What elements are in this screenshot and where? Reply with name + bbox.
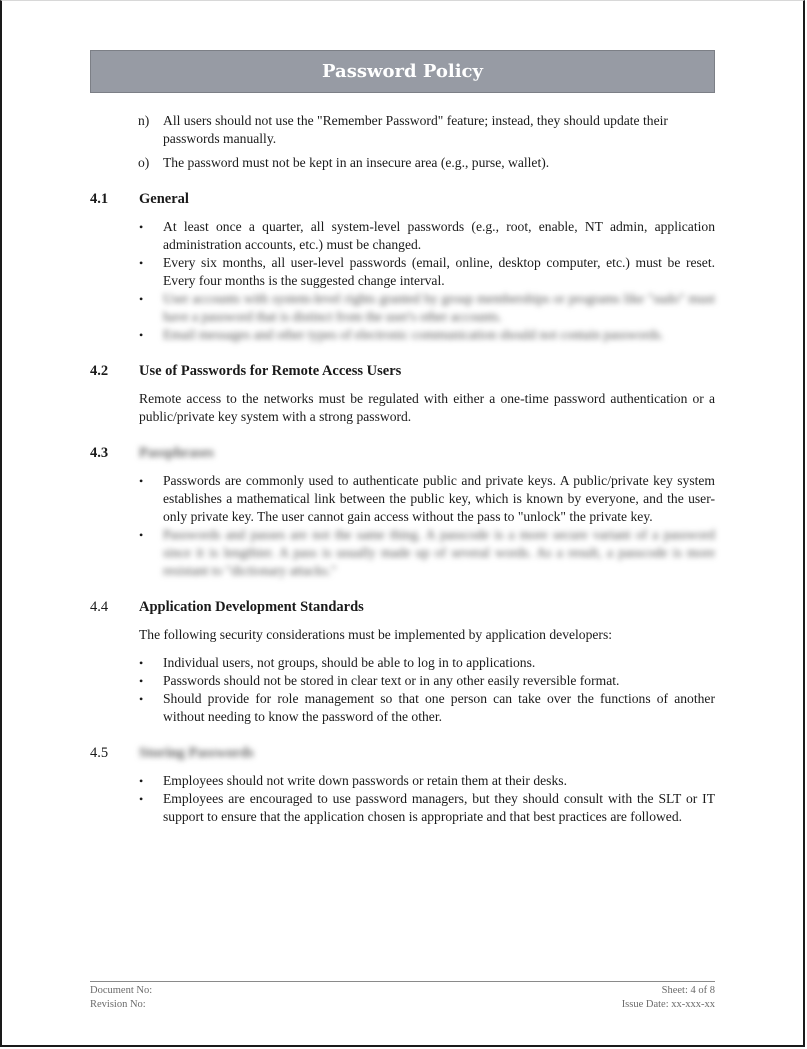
list-item (139, 254, 715, 290)
list-item (139, 290, 715, 326)
title-banner (90, 50, 715, 93)
section-number: 4.4 (90, 599, 109, 615)
list-item (138, 154, 715, 172)
section-number: 4.2 (90, 363, 109, 379)
section-title: General (139, 191, 189, 207)
sheet-indicator: Sheet: 4 of 8 (661, 985, 715, 996)
section-number: 4.1 (90, 191, 109, 207)
list-item-text: All users should not use the "Remember Password" feature; instead, they should update their passwords manually. (163, 113, 668, 146)
document-body (90, 112, 715, 826)
section-title: Application Development Standards (139, 599, 364, 615)
page-footer (90, 981, 715, 1012)
redacted-list-item-text: User accounts with system-level rights granted by group memberships or programs like "sudo" must have a password that is distinct from the user's other accounts. (163, 291, 715, 324)
section-title: Use of Passwords for Remote Access Users (139, 363, 402, 379)
redacted-list-item-text: Email messages and other types of electronic communication should not contain passwords. (163, 327, 664, 342)
document-number-label: Document No: (90, 985, 153, 996)
section-paragraph: Remote access to the networks must be regulated with either a one-time password authentication or a public/private key system with a strong password. (139, 391, 715, 424)
list-item-text: At least once a quarter, all system-level passwords (e.g., root, enable, NT admin, application administration accounts, etc.) must be changed. (163, 219, 715, 252)
redacted-list-item-text: Passwords and passes are not the same thing. A passcode is a more secure variant of a password since it is lengthier. A pass is usually made up of several words. As a result, a passcode is more resistant to "dictionary attacks." (163, 527, 715, 578)
list-item (139, 790, 715, 826)
page-title: Password Policy (322, 61, 483, 82)
bullet-icon: • (139, 292, 144, 306)
list-item-text: Passwords should not be stored in clear text or in any other easily reversible format. (163, 673, 620, 688)
bullet-list (139, 472, 715, 580)
bullet-icon: • (139, 656, 144, 670)
list-item (138, 112, 715, 148)
bullet-list (139, 654, 715, 726)
list-item-text: Individual users, not groups, should be able to log in to applications. (163, 655, 536, 670)
list-item (139, 472, 715, 526)
bullet-icon: • (139, 674, 144, 688)
section-paragraph: The following security considerations must be implemented by application developers: (139, 627, 613, 642)
bullet-icon: • (139, 528, 144, 542)
list-item-text: Passwords are commonly used to authenticate public and private keys. A public/private key system establishes a mathematical link between the public key, which is known by everyone, and the user-only private key. The user cannot gain access without the pass to "unlock" the private key. (163, 473, 715, 524)
list-item-text: Employees are encouraged to use password managers, but they should consult with the SLT or IT support to ensure that the application chosen is appropriate and that best practices are followed. (163, 791, 715, 824)
list-item (139, 654, 715, 672)
section-heading-4-3 (90, 444, 715, 462)
list-item (139, 672, 715, 690)
footer-right (622, 984, 715, 1012)
bullet-icon: • (139, 774, 144, 788)
bullet-icon: • (139, 256, 144, 270)
list-item-text: Every six months, all user-level passwords (email, online, desktop computer, etc.) must be reset. Every four months is the suggested change interval. (163, 255, 715, 288)
section-heading-4-4 (90, 598, 715, 616)
list-item (139, 218, 715, 254)
list-item-text: Employees should not write down passwords or retain them at their desks. (163, 773, 567, 788)
bullet-icon: • (139, 692, 144, 706)
list-item-text: The password must not be kept in an insecure area (e.g., purse, wallet). (163, 155, 550, 170)
list-item (139, 526, 715, 580)
section-number: 4.5 (90, 745, 109, 761)
list-item (139, 690, 715, 726)
bullet-list (139, 218, 715, 344)
redacted-section-title: Passphrases (139, 445, 214, 461)
list-item-text: Should provide for role management so that one person can take over the functions of another without needing to know the password of the other. (163, 691, 715, 724)
list-marker: n) (138, 113, 150, 128)
bullet-icon: • (139, 220, 144, 234)
section-heading-4-5 (90, 744, 715, 762)
section-heading-4-2 (90, 362, 715, 380)
list-item (139, 326, 715, 344)
footer-left (90, 984, 152, 1012)
revision-number-label: Revision No: (90, 999, 146, 1010)
section-number: 4.3 (90, 445, 109, 461)
bullet-icon: • (139, 474, 144, 488)
list-marker: o) (138, 155, 150, 170)
bullet-icon: • (139, 328, 144, 342)
section-heading-4-1 (90, 190, 715, 208)
redacted-section-title: Storing Passwords (139, 745, 254, 761)
list-item (139, 772, 715, 790)
bullet-list (139, 772, 715, 826)
bullet-icon: • (139, 792, 144, 806)
issue-date: Issue Date: xx-xxx-xx (621, 999, 715, 1010)
